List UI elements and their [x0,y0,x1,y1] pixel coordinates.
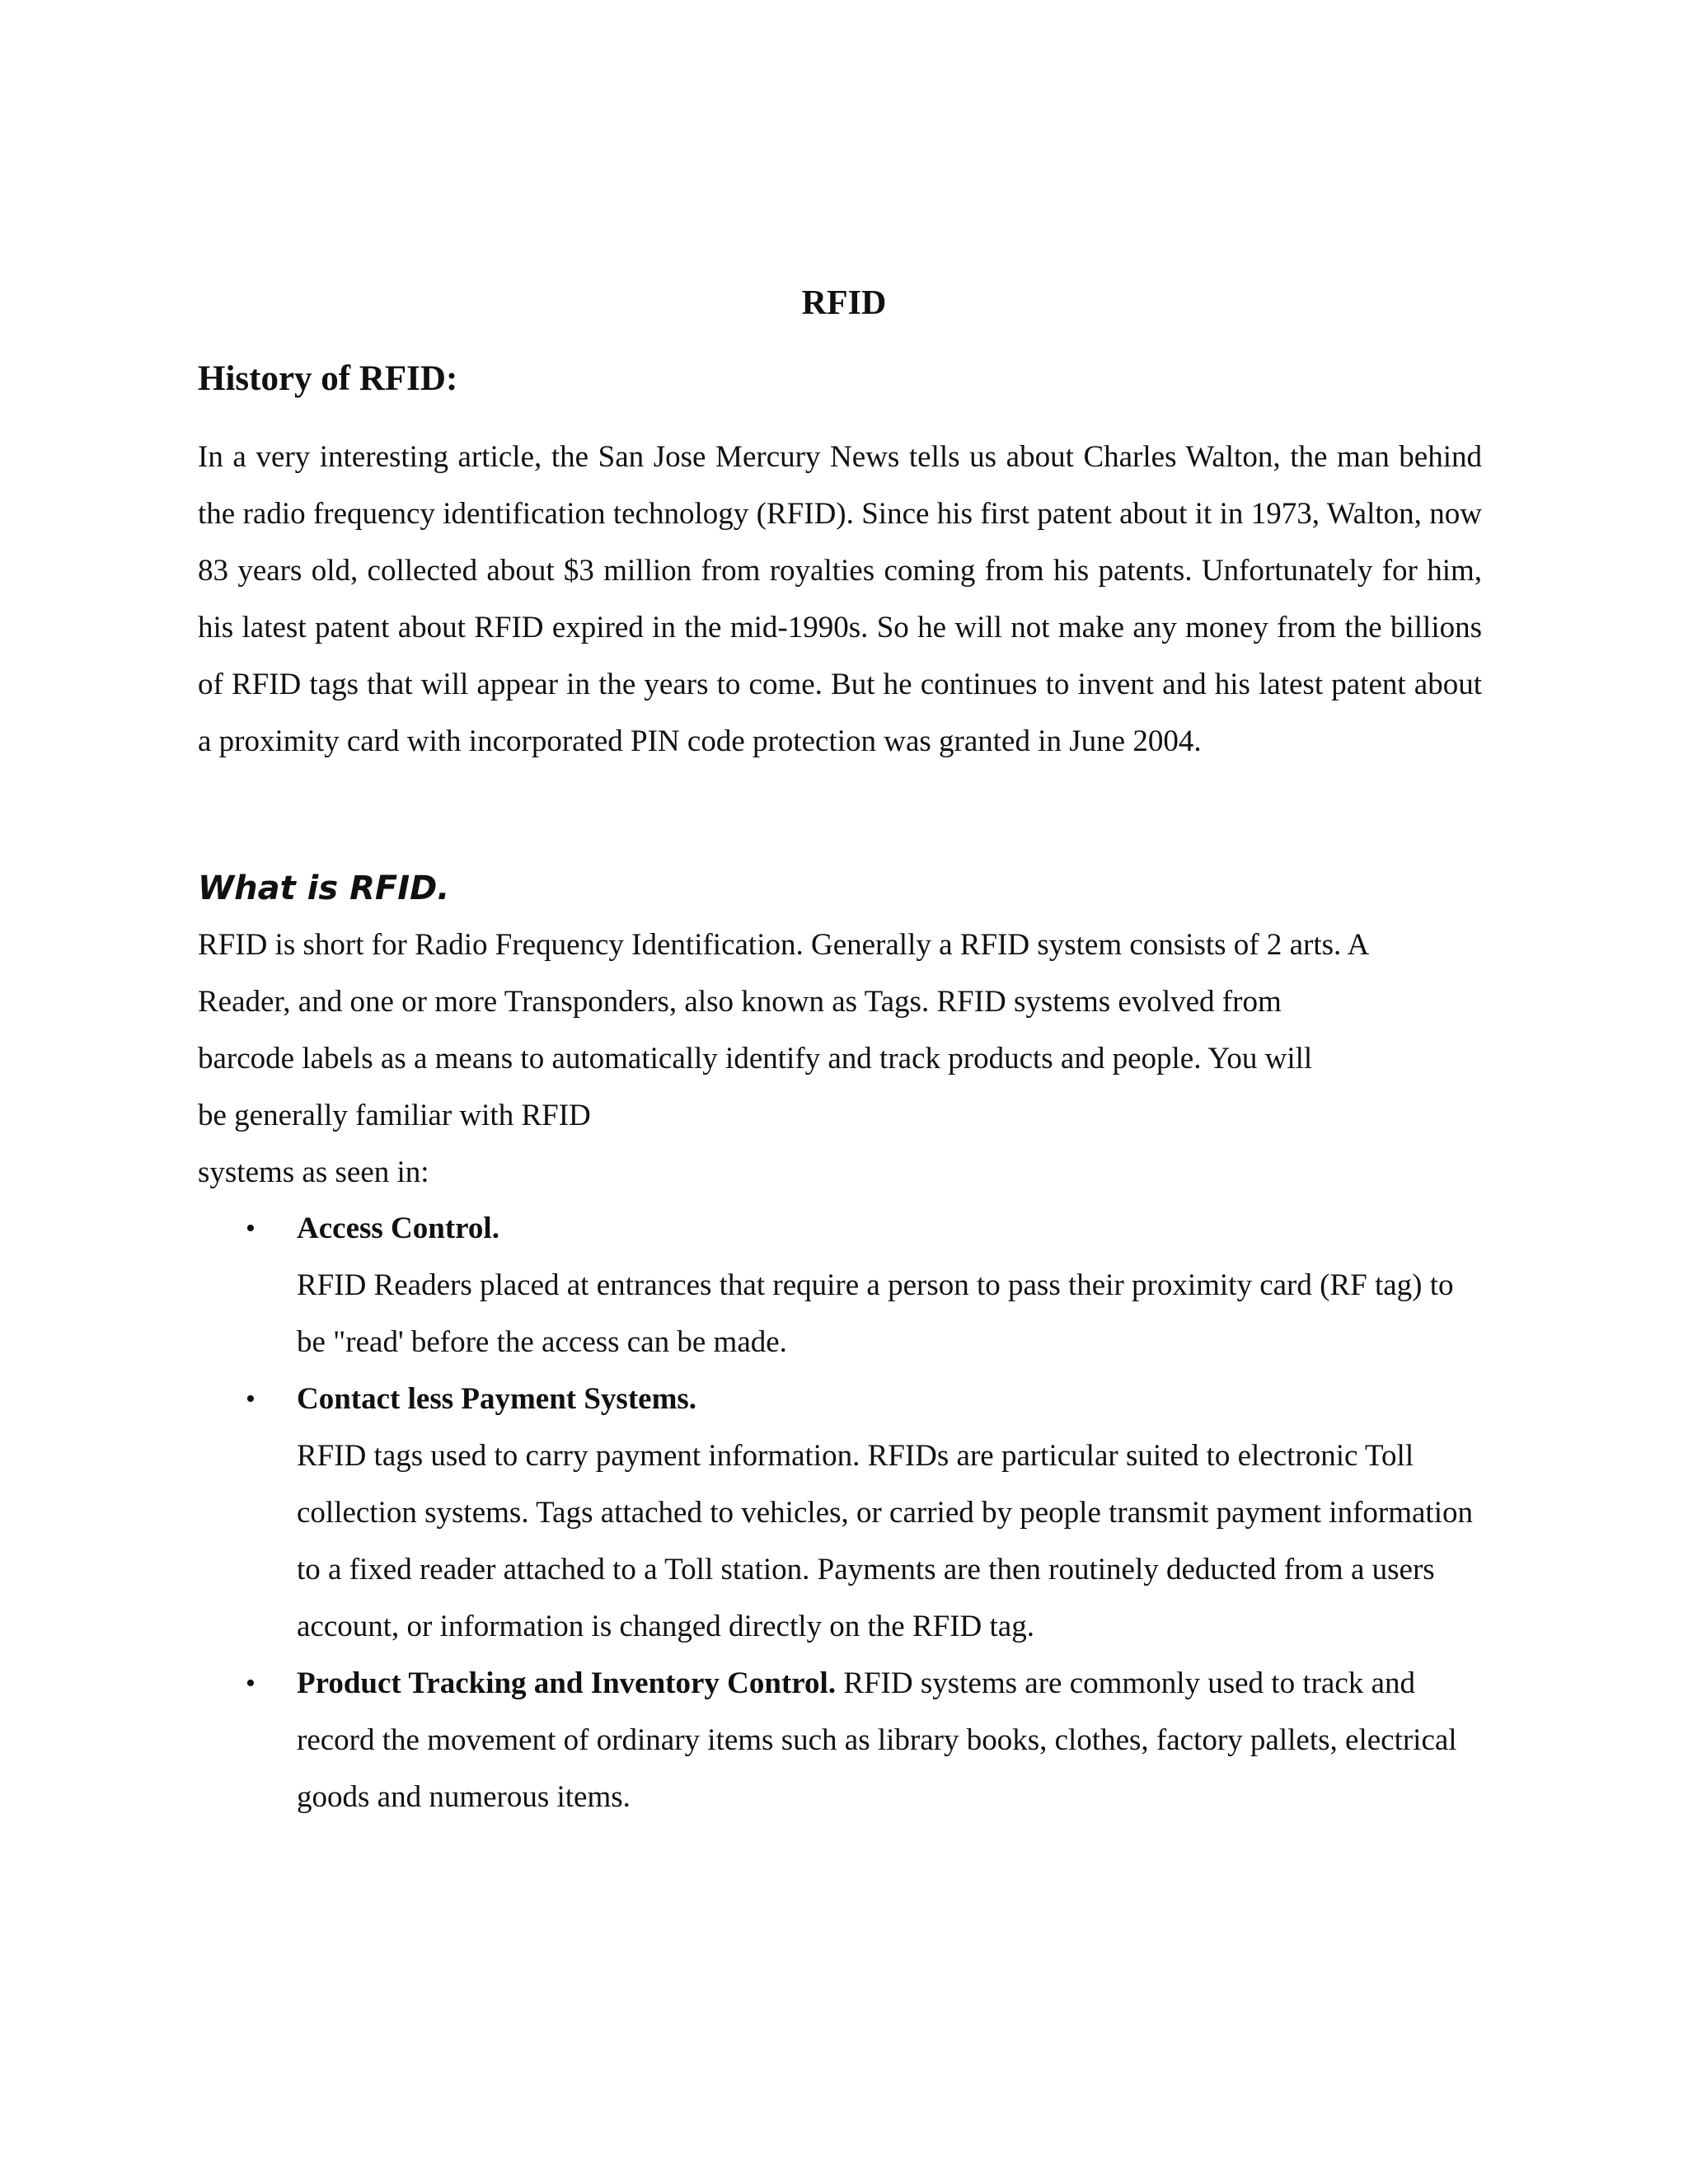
paragraph-line: be generally familiar with RFID [198,1099,591,1132]
document-title: RFID [801,284,887,322]
list-item [198,1200,1484,1371]
list-item [198,1371,1484,1655]
paragraph-line: Reader, and one or more Transponders, also known as Tags. RFID systems evolved from [198,985,1282,1019]
what-is-rfid-paragraph [198,916,1369,1201]
history-paragraph: In a very interesting article, the San Jose Mercury News tells us about Charles Walton, the man behind the radio frequency identification technology (RFID). Since his first patent about it in 1973, Walton, now 83 years old, collected about $3 million from royalties coming from his patents. Unfortunately for him, his latest patent about RFID expired in the mid-1990s. So he will not make any money from the billions of RFID tags that will appear in the years to come. But he continues to invent and his latest patent about a proximity card with incorporated PIN code protection was granted in June 2004. [198,440,1482,758]
bullet-icon: • [246,1384,256,1414]
rfid-uses-list [198,1200,1484,1825]
list-item-title: Access Control. [297,1212,499,1245]
list-item-title: Contact less Payment Systems. [297,1382,697,1416]
bullet-icon: • [246,1213,256,1244]
list-item-body: RFID tags used to carry payment information. RFIDs are particular suited to electronic Toll collection systems. Tags attached to vehicles, or carried by people transmit payment information to a fixed reader attached to a Toll station. Payments are then routinely deducted from a users account, or information is changed directly on the RFID tag. [297,1439,1473,1643]
what-is-rfid-heading: What is RFID. [198,869,450,907]
list-item [198,1655,1484,1825]
history-heading: History of RFID: [198,359,458,398]
paragraph-line: systems as seen in: [198,1155,429,1189]
paragraph-line: RFID is short for Radio Frequency Identification. Generally a RFID system consists of 2 arts. A [198,928,1370,962]
list-item-body: RFID Readers placed at entrances that require a person to pass their proximity card (RF tag) to be "read' before the access can be made. [297,1268,1454,1359]
paragraph-line: barcode labels as a means to automatically identify and track products and people. You will [198,1042,1313,1076]
list-item-body: RFID systems are commonly used to track and record the movement of ordinary items such as library books, clothes, factory pallets, electrical goods and numerous items. [297,1666,1457,1814]
list-item-title: Product Tracking and Inventory Control. [297,1666,837,1700]
bullet-icon: • [246,1668,256,1699]
